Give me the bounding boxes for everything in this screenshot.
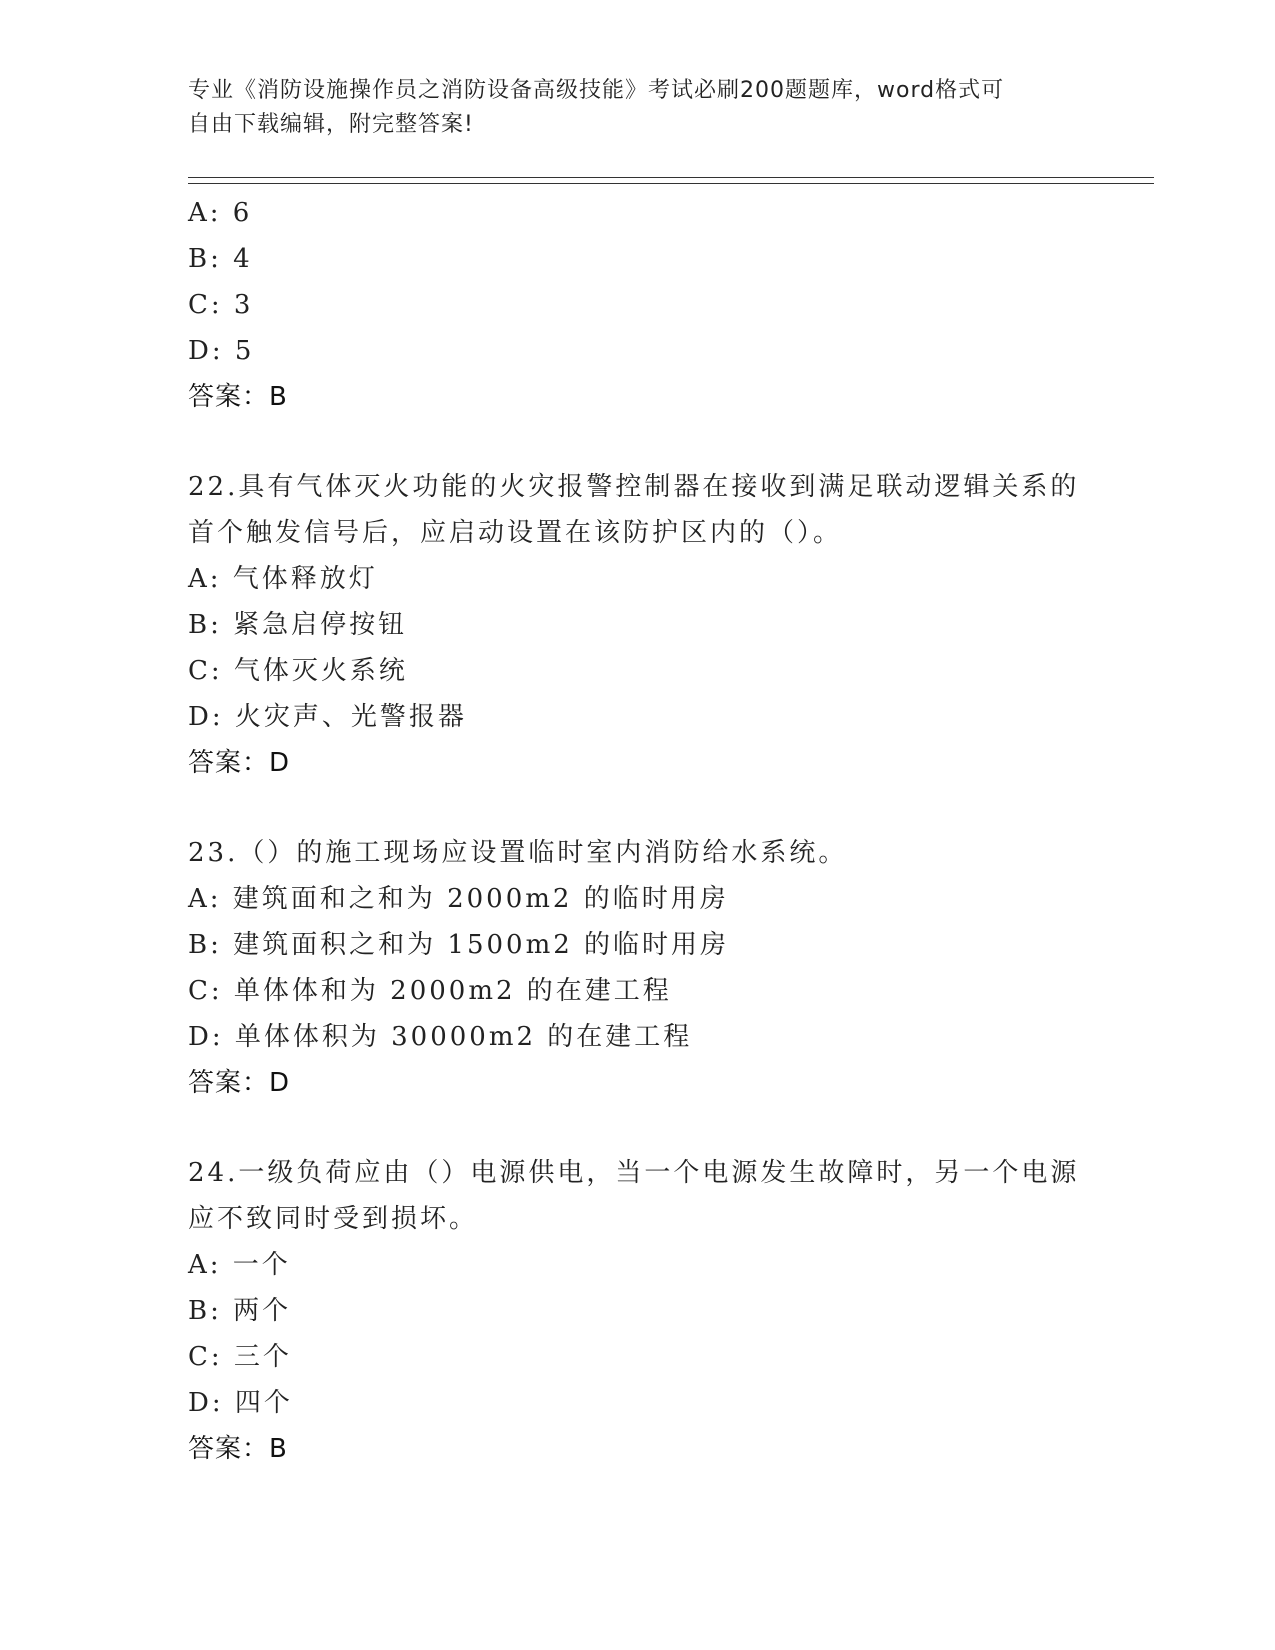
header-divider-top [188,177,1154,178]
option-d: D: 火灾声、光警报器 [188,702,467,732]
question-stem-line-1: 22.具有气体灭火功能的火灾报警控制器在接收到满足联动逻辑关系的 [188,472,1080,502]
question-list [188,190,1088,1472]
option-c: C: 气体灭火系统 [188,656,408,686]
question-23 [188,830,1088,1106]
option-a: A: 气体释放灯 [188,564,378,594]
header-divider-bottom [188,183,1154,184]
option-b: B: 紧急启停按钮 [188,610,408,640]
option-c: C: 单体体和为 2000m2 的在建工程 [188,976,672,1006]
option-d: D: 单体体积为 30000m2 的在建工程 [188,1022,693,1052]
question-stem-line-2: 首个触发信号后，应启动设置在该防护区内的（）。 [188,518,843,548]
option-c: C: 3 [188,290,254,320]
answer-label: 答案：D [188,1068,291,1098]
option-a: A: 6 [188,198,253,228]
answer-label: 答案：B [188,1434,288,1464]
option-a: A: 建筑面和之和为 2000m2 的临时用房 [188,884,729,914]
option-c: C: 三个 [188,1342,292,1372]
question-24 [188,1150,1088,1472]
option-d: D: 5 [188,336,255,366]
header-line-1: 专业《消防设施操作员之消防设备高级技能》考试必刷200题题库，word格式可 [188,78,1005,103]
question-stem-line-1: 23.（）的施工现场应设置临时室内消防给水系统。 [188,838,848,868]
option-b: B: 建筑面积之和为 1500m2 的临时用房 [188,930,730,960]
question-21-tail [188,190,1088,420]
question-22 [188,464,1088,786]
answer-label: 答案：B [188,382,288,412]
question-stem-line-2: 应不致同时受到损坏。 [188,1204,479,1234]
document-header [188,74,1068,142]
header-line-2: 自由下载编辑，附完整答案! [188,112,474,137]
option-b: B: 两个 [188,1296,292,1326]
question-stem-line-1: 24.一级负荷应由（）电源供电，当一个电源发生故障时，另一个电源 [188,1158,1080,1188]
option-d: D: 四个 [188,1388,293,1418]
option-a: A: 一个 [188,1250,291,1280]
option-b: B: 4 [188,244,253,274]
answer-label: 答案：D [188,748,291,778]
